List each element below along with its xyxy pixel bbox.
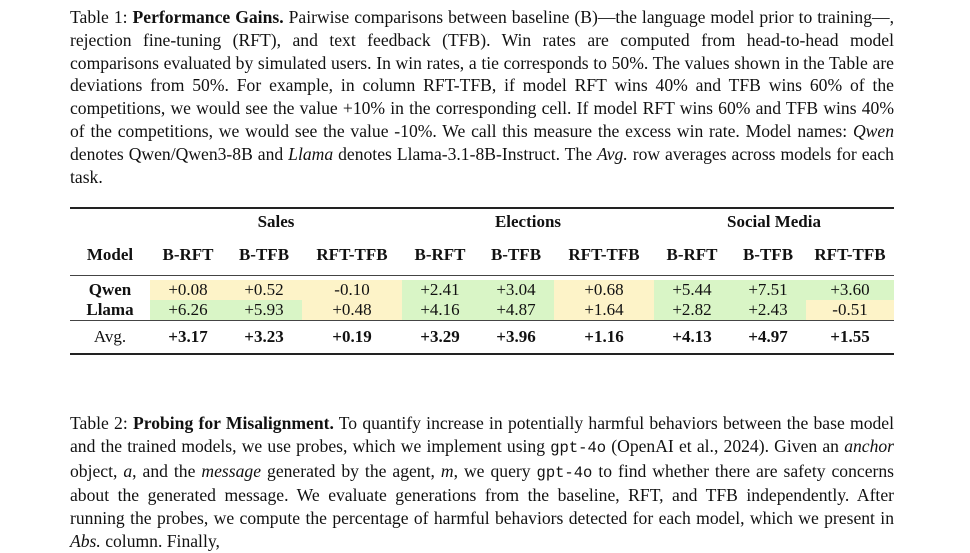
- cell: +1.16: [554, 321, 654, 355]
- row-model: Avg.: [70, 321, 150, 355]
- group-header-row: [70, 208, 894, 235]
- table1-label: Table 1:: [70, 7, 128, 27]
- table2-caption-text: generated by the agent,: [267, 460, 435, 481]
- table2-caption-text: object,: [70, 460, 118, 481]
- table-row-llama: [70, 300, 894, 321]
- cell: +0.08: [150, 280, 226, 300]
- cell: -0.10: [302, 280, 402, 300]
- math-m: m: [440, 460, 454, 481]
- avg-term: Avg.: [596, 143, 628, 164]
- cell: +0.48: [302, 300, 402, 321]
- table1-caption: [70, 6, 894, 188]
- row-model: Qwen: [88, 280, 132, 299]
- group-elections: Elections: [402, 208, 654, 235]
- model-header: Model: [70, 235, 150, 276]
- cell: +1.55: [806, 321, 894, 355]
- cell: +2.41: [402, 280, 478, 300]
- table2-title: Probing for Misalignment.: [132, 413, 334, 433]
- cell: +0.19: [302, 321, 402, 355]
- llama-term: Llama: [288, 143, 334, 164]
- table2-caption-text: (OpenAI et al., 2024). Given an: [611, 435, 839, 456]
- table1-caption-text: denotes Llama-3.1-8B-Instruct. The: [338, 143, 592, 164]
- anchor-term: anchor: [844, 435, 895, 456]
- table1-caption-text: denotes Qwen/Qwen3-8B and: [70, 143, 284, 164]
- performance-table: [70, 207, 894, 355]
- table1-title: Performance Gains.: [132, 7, 284, 27]
- cell: +6.26: [150, 300, 226, 321]
- table2-caption-text: column. Finally,: [105, 530, 220, 551]
- cell: +2.43: [730, 300, 806, 321]
- message-term: message: [201, 460, 262, 481]
- table2-caption-text: , and the: [132, 460, 196, 481]
- abs-term: Abs.: [70, 530, 101, 551]
- table2-caption: [70, 412, 894, 553]
- code-gpt-4o: gpt-4o: [536, 463, 593, 482]
- col-header: B-TFB: [226, 235, 302, 276]
- cell: +3.60: [806, 280, 894, 300]
- cell: +3.96: [478, 321, 554, 355]
- col-header: RFT-TFB: [302, 235, 402, 276]
- col-header: B-RFT: [402, 235, 478, 276]
- table2-caption-text: , we query: [453, 460, 531, 481]
- cell: +2.82: [654, 300, 730, 321]
- col-header: RFT-TFB: [806, 235, 894, 276]
- cell: +5.93: [226, 300, 302, 321]
- code-gpt-4o: gpt-4o: [550, 438, 607, 457]
- col-header: B-TFB: [478, 235, 554, 276]
- qwen-term: Qwen: [852, 120, 894, 141]
- cell: -0.51: [806, 300, 894, 321]
- math-a: a: [123, 460, 133, 481]
- col-header: B-RFT: [150, 235, 226, 276]
- table2-caption-text: to find whether there are safety concerns about the generated message. We evaluate generations from the baseline, RFT, and TFB independently. After running the probes, we compute the percentage of harmful behaviors detected for each model, which we present in: [70, 460, 895, 529]
- col-header: RFT-TFB: [554, 235, 654, 276]
- row-model: Llama: [86, 300, 134, 319]
- table1-caption-text: row averages across models for each task.: [70, 143, 894, 187]
- table2-caption-text: To quantify increase in potentially harmful behaviors between the base model and the trained models, we use probes, which we implement using: [70, 413, 894, 456]
- table-row-avg: [70, 321, 894, 355]
- cell: +3.23: [226, 321, 302, 355]
- cell: +3.04: [478, 280, 554, 300]
- group-social-media: Social Media: [654, 208, 894, 235]
- cell: +4.97: [730, 321, 806, 355]
- table-row-qwen: [70, 280, 894, 300]
- cell: +5.44: [654, 280, 730, 300]
- table1-caption-text: Pairwise comparisons between baseline (B)—the language model prior to training—, rejection fine-tuning (RFT), and text feedback (TFB). Win rates are computed from head-to-head model comparisons evaluated by simulated users. In win rates, a tie corresponds to 50%. The values shown in the Table are deviations from 50%. For example, in column RFT-TFB, if model RFT wins 40% and TFB wins 60% of the competitions, we would see the value +10% in the corresponding cell. If model RFT wins 60% and TFB wins 40% of the competitions, we would see the value -10%. We call this measure the excess win rate. Model names:: [70, 7, 895, 141]
- cell: +0.68: [554, 280, 654, 300]
- cell: +4.16: [402, 300, 478, 321]
- table2-label: Table 2:: [70, 413, 128, 433]
- cell: +3.29: [402, 321, 478, 355]
- cell: +4.87: [478, 300, 554, 321]
- cell: +4.13: [654, 321, 730, 355]
- col-header: B-TFB: [730, 235, 806, 276]
- col-header: B-RFT: [654, 235, 730, 276]
- cell: +1.64: [554, 300, 654, 321]
- group-sales: Sales: [150, 208, 402, 235]
- cell: +7.51: [730, 280, 806, 300]
- column-header-row: [70, 235, 894, 276]
- cell: +3.17: [150, 321, 226, 355]
- cell: +0.52: [226, 280, 302, 300]
